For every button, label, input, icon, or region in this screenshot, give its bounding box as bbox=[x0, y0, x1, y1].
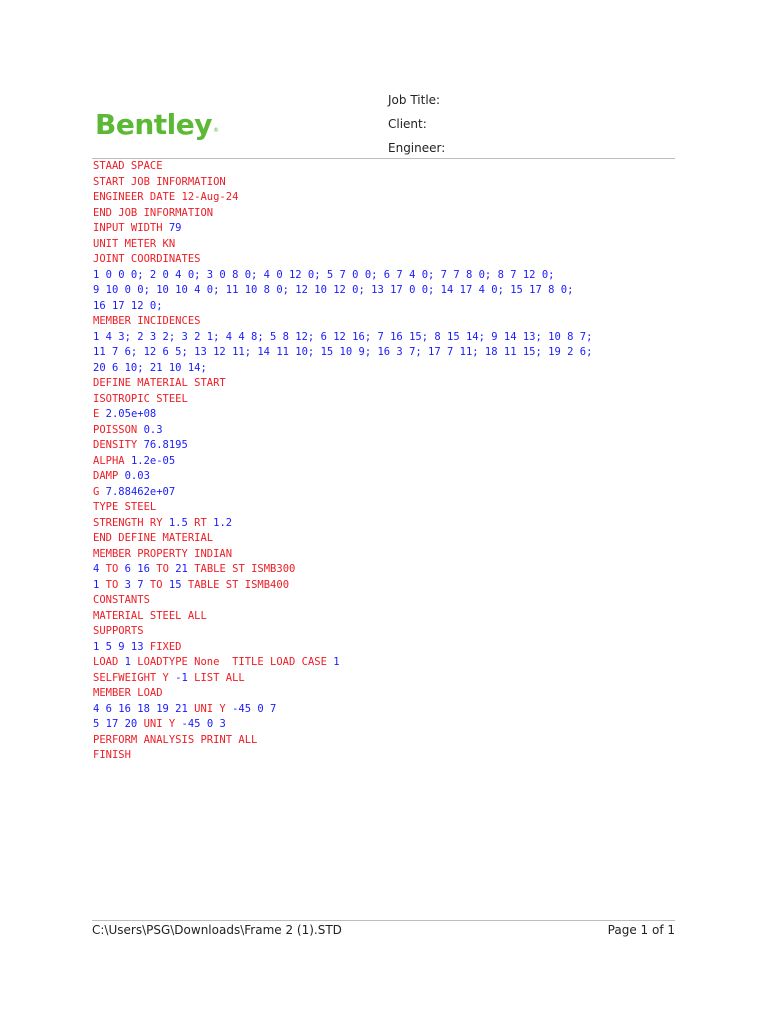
code-keyword: MEMBER LOAD bbox=[93, 687, 163, 699]
code-keyword: SELFWEIGHT Y bbox=[93, 671, 176, 684]
code-value: -45 0 3 bbox=[181, 718, 226, 730]
code-keyword: ENGINEER DATE 12-Aug-24 bbox=[93, 191, 239, 203]
code-line bbox=[93, 237, 592, 253]
code-line bbox=[93, 252, 592, 268]
code-keyword: TABLE ST ISMB400 bbox=[181, 578, 290, 591]
code-keyword: MEMBER INCIDENCES bbox=[93, 315, 201, 327]
code-line bbox=[93, 516, 592, 532]
code-line bbox=[93, 640, 592, 656]
code-keyword: TO bbox=[99, 563, 125, 575]
code-keyword: END JOB INFORMATION bbox=[93, 206, 214, 219]
code-keyword: STRENGTH RY bbox=[93, 516, 169, 529]
code-value: 76.8195 bbox=[143, 439, 188, 451]
code-line bbox=[93, 454, 592, 470]
code-keyword: LIST ALL bbox=[187, 671, 245, 684]
code-keyword: POISSON bbox=[93, 423, 144, 436]
code-line bbox=[93, 159, 592, 175]
code-keyword: TABLE ST ISMB300 bbox=[187, 563, 296, 575]
code-line bbox=[93, 407, 592, 423]
code-keyword: CONSTANTS bbox=[93, 594, 150, 606]
code-line bbox=[93, 485, 592, 501]
code-line bbox=[93, 345, 592, 361]
code-line bbox=[93, 361, 592, 377]
header-fields bbox=[388, 92, 445, 164]
code-value: 1.2e-05 bbox=[130, 454, 176, 467]
code-value: 9 10 0 0; 10 10 4 0; 11 10 8 0; 12 10 12 0; 13 17 0 0; 14 17 4 0; 15 17 8 0; bbox=[93, 284, 574, 296]
code-keyword: DEFINE MATERIAL START bbox=[93, 377, 226, 389]
code-keyword: UNIT METER KN bbox=[93, 237, 176, 250]
code-value: 3 7 bbox=[124, 578, 144, 591]
code-line bbox=[93, 609, 592, 625]
code-keyword: MEMBER PROPERTY INDIAN bbox=[93, 547, 233, 560]
code-value: 4 bbox=[93, 563, 100, 575]
code-keyword: G bbox=[93, 485, 106, 498]
code-keyword: ALPHA bbox=[93, 454, 131, 467]
code-keyword: DENSITY bbox=[93, 439, 144, 451]
code-keyword: LOAD bbox=[93, 656, 125, 668]
code-line bbox=[93, 578, 592, 594]
code-line bbox=[93, 221, 592, 237]
code-line bbox=[93, 423, 592, 439]
bentley-logo bbox=[95, 109, 219, 141]
code-keyword: FIXED bbox=[143, 640, 182, 653]
code-value: 16 17 12 0; bbox=[93, 299, 163, 312]
code-line bbox=[93, 268, 592, 284]
code-keyword: START JOB INFORMATION bbox=[93, 175, 226, 188]
code-value: 1.2 bbox=[213, 516, 233, 529]
code-line bbox=[93, 438, 592, 454]
code-keyword: FINISH bbox=[93, 749, 131, 761]
code-line bbox=[93, 593, 592, 609]
code-line bbox=[93, 469, 592, 485]
code-value: 15 bbox=[168, 578, 182, 591]
code-line bbox=[93, 547, 592, 563]
code-line bbox=[93, 190, 592, 206]
client-label: Client: bbox=[388, 117, 427, 131]
code-keyword: INPUT WIDTH bbox=[93, 222, 169, 234]
code-value: 7.88462e+07 bbox=[105, 485, 176, 498]
code-value: 1 0 0 0; 2 0 4 0; 3 0 8 0; 4 0 12 0; 5 7 0 0; 6 7 4 0; 7 7 8 0; 8 7 12 0; bbox=[93, 268, 555, 281]
code-keyword: ISOTROPIC STEEL bbox=[93, 392, 188, 405]
engineer-label: Engineer: bbox=[388, 141, 446, 155]
code-line bbox=[93, 392, 592, 408]
code-value: 1 4 3; 2 3 2; 3 2 1; 4 4 8; 5 8 12; 6 12 16; 7 16 15; 8 15 14; 9 14 13; 10 8 7; bbox=[93, 330, 593, 343]
code-line bbox=[93, 748, 592, 764]
code-line bbox=[93, 314, 592, 330]
code-keyword: SUPPORTS bbox=[93, 625, 144, 637]
code-line bbox=[93, 702, 592, 718]
code-value: -1 bbox=[175, 671, 188, 684]
code-value: 4 6 16 18 19 21 bbox=[93, 702, 188, 715]
code-line bbox=[93, 562, 592, 578]
code-line bbox=[93, 175, 592, 191]
footer-divider bbox=[92, 920, 675, 921]
code-keyword: TO bbox=[143, 578, 169, 591]
code-value: 11 7 6; 12 6 5; 13 12 11; 14 11 10; 15 10 9; 16 3 7; 17 7 11; 18 11 15; 19 2 6; bbox=[93, 346, 593, 358]
logo-text: Bentley bbox=[95, 108, 212, 141]
code-keyword: DAMP bbox=[93, 470, 125, 482]
code-line bbox=[93, 330, 592, 346]
code-value: 20 6 10; 21 10 14; bbox=[93, 361, 207, 374]
code-keyword: RT bbox=[187, 516, 214, 529]
code-keyword: PERFORM ANALYSIS PRINT ALL bbox=[93, 733, 258, 746]
code-line bbox=[93, 531, 592, 547]
code-value: 5 17 20 bbox=[93, 718, 138, 730]
code-line bbox=[93, 500, 592, 516]
code-value: 0.3 bbox=[143, 423, 163, 436]
code-line bbox=[93, 283, 592, 299]
code-keyword: JOINT COORDINATES bbox=[93, 253, 201, 265]
code-line bbox=[93, 686, 592, 702]
code-keyword: TYPE STEEL bbox=[93, 501, 157, 513]
code-keyword: LOADTYPE None TITLE LOAD CASE bbox=[130, 656, 334, 668]
code-line bbox=[93, 671, 592, 687]
code-keyword: END DEFINE MATERIAL bbox=[93, 532, 214, 544]
code-line bbox=[93, 624, 592, 640]
code-line bbox=[93, 733, 592, 749]
code-value: 1.5 bbox=[168, 516, 188, 529]
code-value: 6 16 bbox=[124, 563, 150, 575]
code-value: -45 0 7 bbox=[232, 702, 277, 715]
code-value: 1 bbox=[124, 656, 131, 668]
code-line bbox=[93, 206, 592, 222]
code-keyword: UNI Y bbox=[187, 702, 233, 715]
code-keyword: TO bbox=[99, 578, 125, 591]
code-value: 21 bbox=[175, 563, 188, 575]
registered-mark: ® bbox=[213, 127, 219, 134]
job-title-label: Job Title: bbox=[388, 93, 441, 107]
code-value: 1 bbox=[93, 578, 100, 591]
code-keyword: E bbox=[93, 408, 106, 420]
code-value: 2.05e+08 bbox=[105, 408, 157, 420]
code-value: 1 5 9 13 bbox=[93, 640, 144, 653]
code-value: 1 bbox=[333, 656, 340, 668]
code-line bbox=[93, 717, 592, 733]
code-line bbox=[93, 655, 592, 671]
staad-input-listing bbox=[93, 159, 592, 764]
code-value: 79 bbox=[168, 222, 182, 234]
code-keyword: STAAD SPACE bbox=[93, 160, 163, 172]
page-number: Page 1 of 1 bbox=[607, 923, 675, 937]
code-line bbox=[93, 376, 592, 392]
code-keyword: TO bbox=[149, 563, 176, 575]
code-keyword: UNI Y bbox=[137, 718, 182, 730]
code-keyword: MATERIAL STEEL ALL bbox=[93, 609, 207, 622]
file-path: C:\Users\PSG\Downloads\Frame 2 (1).STD bbox=[92, 923, 342, 937]
code-value: 0.03 bbox=[124, 470, 150, 482]
code-line bbox=[93, 299, 592, 315]
